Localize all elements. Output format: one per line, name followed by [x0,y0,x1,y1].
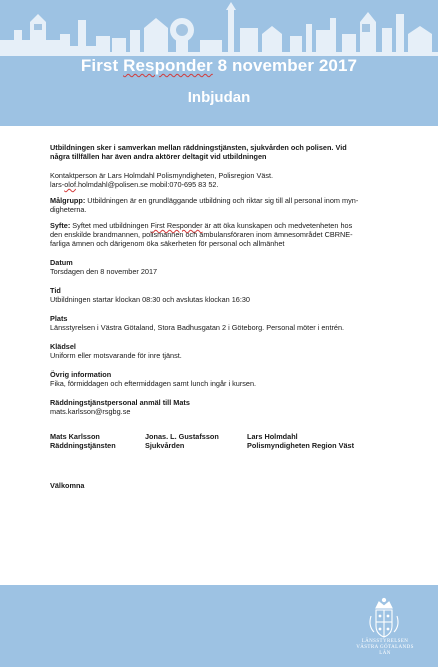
signature-block [50,432,390,450]
place-heading: Plats [50,314,68,323]
date-heading: Datum [50,258,73,267]
intro-line-2: några tillfällen har även andra aktörer deltagit vid utbildningen [50,152,267,161]
signature-3 [247,432,354,450]
signature-1 [50,432,145,450]
signature-2 [145,432,247,450]
contact-email-suffix: .holmdahl@polisen.se mobil:070-695 83 52. [75,180,219,189]
purpose-line-3: farliga ämnen och därigenom öka säkerheten för personal och allmänhet [50,239,285,248]
dress-heading: Klädsel [50,342,76,351]
purpose-text-suffix: är att öka kunskapen och medvetenheten hos [202,221,353,230]
other-info-text: Fika, förmiddagen och eftermiddagen samt lunch ingår i kursen. [50,379,257,388]
signature-name: Lars Holmdahl [247,432,298,441]
header-band [0,0,438,126]
signup-email[interactable]: mats.karlsson@rsgbg.se [50,407,131,416]
target-label: Målgrupp: [50,196,86,205]
target-text: Utbildningen är en grundläggande utbildning och riktar sig till all personal inom myn- [85,196,359,205]
contact-email-underlined: olof [64,180,76,189]
time-heading: Tid [50,286,61,295]
target-line-2: digheterna. [50,205,87,214]
logo-line-2: VÄSTRA GÖTALANDS LÄN [356,645,414,656]
document-title [0,56,438,76]
contact-email-prefix: lars- [50,180,65,189]
time-text: Utbildningen startar klockan 08:30 och avslutas klockan 16:30 [50,295,250,304]
signup-heading: Räddningstjänstpersonal anmäl till Mats [50,398,190,407]
logo-wordmark [350,639,420,657]
signature-name: Mats Karlsson [50,432,100,441]
title-suffix: 8 november 2017 [212,56,358,75]
purpose-text-prefix: Syftet med utbildningen [70,221,151,230]
other-info-heading: Övrig information [50,370,112,379]
purpose-line-1 [50,221,390,230]
target-line-1 [50,196,390,205]
contact-line-1: Kontaktperson är Lars Holmdahl Polismyndigheten, Polisregion Väst. [50,171,274,180]
signature-name: Jonas. L. Gustafsson [145,432,219,441]
document-body [50,143,390,490]
date-text: Torsdagen den 8 november 2017 [50,267,158,276]
intro-line-1: Utbildningen sker i samverkan mellan räddningstjänsten, sjukvården och polisen. Vid [50,143,347,152]
signature-org: Polismyndigheten Region Väst [247,441,355,450]
signature-org: Sjukvården [145,441,185,450]
contact-line-2 [50,180,390,189]
title-underlined-word: Responder [123,56,213,75]
logo-line-1: LÄNSSTYRELSEN [361,639,409,644]
purpose-line-2: den enskilde brandmannen, polismannen och ambulansföraren inom ämnesområdet CBRNE- [50,230,353,239]
place-text: Länsstyrelsen i Västra Götaland, Stora Badhusgatan 2 i Göteborg. Personal möter i entrén. [50,323,345,332]
title-prefix: First [80,56,124,75]
dress-text: Uniform eller motsvarande för inre tjänst. [50,351,182,360]
signature-org: Räddningstjänsten [50,441,116,450]
document-subtitle: Inbjudan [187,89,251,106]
closing-text: Välkomna [50,481,85,490]
purpose-label: Syfte: [50,221,71,230]
purpose-underlined: First Responder [150,221,203,230]
